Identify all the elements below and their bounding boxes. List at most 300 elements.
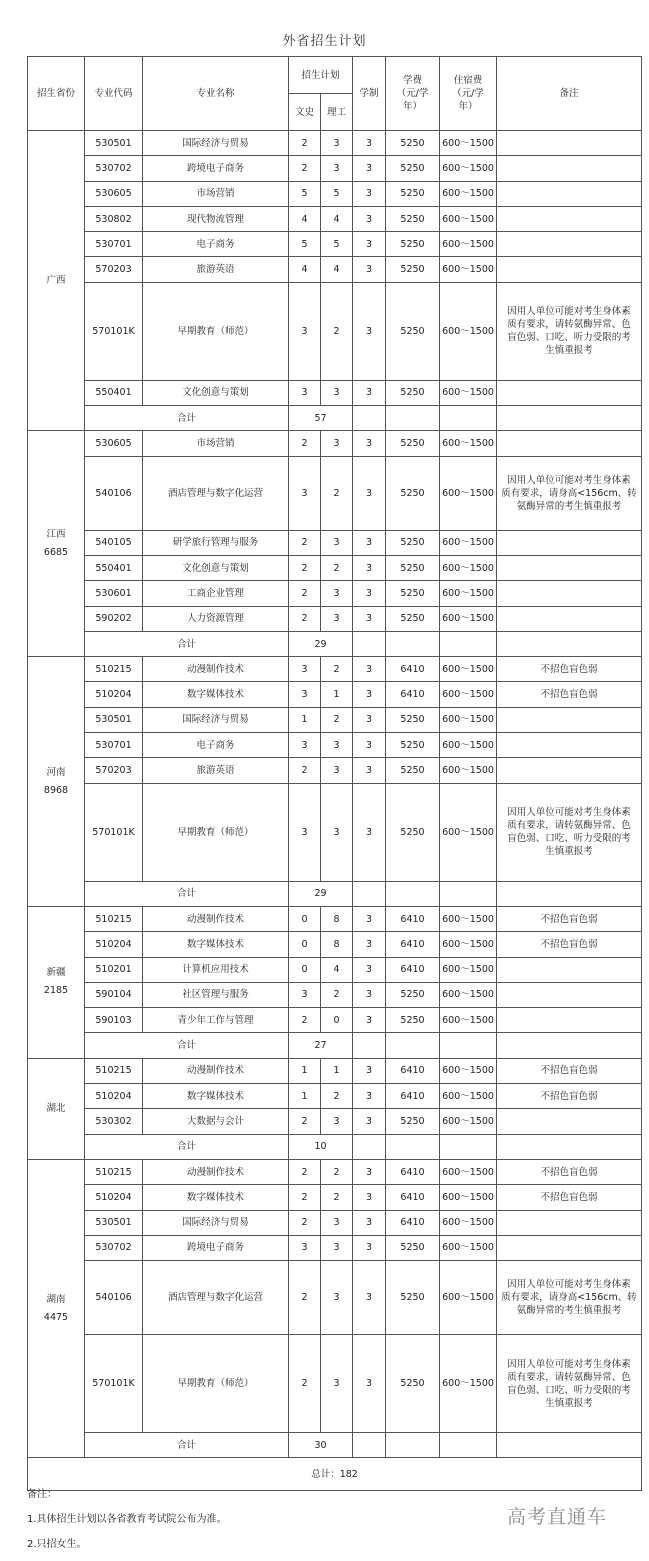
empty-cell <box>440 1134 497 1159</box>
remark-cell <box>497 530 642 555</box>
remark-cell <box>497 1261 642 1335</box>
tuition-cell: 5250 <box>386 131 440 156</box>
header-major-name: 专业名称 <box>143 57 289 131</box>
science-quota-cell: 3 <box>321 1210 353 1235</box>
tuition-cell: 5250 <box>386 783 440 881</box>
major-code-cell: 530802 <box>85 206 143 231</box>
boarding-fee-cell: 600～1500 <box>440 906 497 931</box>
major-code-cell: 510215 <box>85 906 143 931</box>
tuition-cell: 6410 <box>386 906 440 931</box>
subtotal-row <box>28 631 642 656</box>
major-code-cell: 530601 <box>85 581 143 606</box>
science-quota-cell: 3 <box>321 581 353 606</box>
duration-cell: 3 <box>353 380 386 405</box>
liberal-arts-quota-cell: 5 <box>289 232 321 257</box>
major-name-cell: 电子商务 <box>143 232 289 257</box>
liberal-arts-quota-cell: 3 <box>289 380 321 405</box>
boarding-fee-cell: 600～1500 <box>440 1335 497 1433</box>
science-quota-cell: 3 <box>321 380 353 405</box>
science-quota-cell: 3 <box>321 758 353 783</box>
tuition-cell: 5250 <box>386 431 440 456</box>
empty-cell <box>497 881 642 906</box>
liberal-arts-quota-cell: 0 <box>289 932 321 957</box>
liberal-arts-quota-cell: 1 <box>289 1058 321 1083</box>
liberal-arts-quota-cell: 0 <box>289 906 321 931</box>
table-row <box>28 1210 642 1235</box>
major-code-cell: 590103 <box>85 1008 143 1033</box>
remark-line: 不招色盲色弱 <box>540 663 598 675</box>
table-row <box>28 380 642 405</box>
liberal-arts-quota-cell: 2 <box>289 431 321 456</box>
empty-cell <box>440 631 497 656</box>
liberal-arts-quota-cell: 2 <box>289 606 321 631</box>
remark-cell <box>497 1335 642 1433</box>
empty-cell <box>386 1433 440 1458</box>
major-name-cell: 动漫制作技术 <box>143 906 289 931</box>
science-quota-cell: 2 <box>321 982 353 1007</box>
tuition-cell: 5250 <box>386 758 440 783</box>
major-name-cell: 酒店管理与数字化运营 <box>143 456 289 530</box>
subtotal-value: 57 <box>289 406 353 431</box>
major-code-cell: 510204 <box>85 1084 143 1109</box>
table-row <box>28 657 642 682</box>
liberal-arts-quota-cell: 2 <box>289 1335 321 1433</box>
liberal-arts-quota-cell: 2 <box>289 758 321 783</box>
tuition-cell: 6410 <box>386 957 440 982</box>
boarding-fee-cell: 600～1500 <box>440 1008 497 1033</box>
subtotal-label: 合计 <box>85 1033 289 1058</box>
remark-cell <box>497 758 642 783</box>
science-quota-cell: 2 <box>321 657 353 682</box>
table-row <box>28 555 642 580</box>
empty-cell <box>440 881 497 906</box>
table-row <box>28 682 642 707</box>
header-remarks: 备注 <box>497 57 642 131</box>
remark-cell <box>497 1109 642 1134</box>
major-name-cell: 旅游英语 <box>143 257 289 282</box>
major-name-cell: 文化创意与策划 <box>143 380 289 405</box>
empty-cell <box>353 631 386 656</box>
remark-cell <box>497 1235 642 1260</box>
header-tuition-line: 学费 <box>403 75 423 86</box>
remark-cell <box>497 657 642 682</box>
remark-cell <box>497 707 642 732</box>
major-code-cell: 530702 <box>85 1235 143 1260</box>
table-row <box>28 257 642 282</box>
major-name-cell: 酒店管理与数字化运营 <box>143 1261 289 1335</box>
remark-line: 因用人单位可能对考生身体素 <box>507 1279 631 1291</box>
boarding-fee-cell: 600～1500 <box>440 456 497 530</box>
subtotal-value: 29 <box>289 631 353 656</box>
header-province: 招生省份 <box>28 57 85 131</box>
tuition-cell: 5250 <box>386 156 440 181</box>
science-quota-cell: 3 <box>321 1109 353 1134</box>
duration-cell: 3 <box>353 906 386 931</box>
boarding-fee-cell: 600～1500 <box>440 581 497 606</box>
remark-line: 因用人单位可能对考生身体素 <box>507 474 631 486</box>
empty-cell <box>497 631 642 656</box>
table-row <box>28 456 642 530</box>
science-quota-cell: 3 <box>321 530 353 555</box>
major-code-cell: 510204 <box>85 682 143 707</box>
table-row <box>28 982 642 1007</box>
enrollment-plan-table <box>27 56 642 1491</box>
province-cell <box>28 431 85 657</box>
subtotal-row <box>28 1433 642 1458</box>
province-label: 4475 <box>43 1311 69 1323</box>
remark-cell <box>497 1159 642 1184</box>
major-code-cell: 530605 <box>85 431 143 456</box>
duration-cell: 3 <box>353 581 386 606</box>
footer-note-line: 1.具体招生计划以各省教育考试院公布为准。 <box>27 1514 227 1525</box>
empty-cell <box>353 1433 386 1458</box>
major-code-cell: 540106 <box>85 456 143 530</box>
science-quota-cell: 4 <box>321 206 353 231</box>
tuition-cell: 5250 <box>386 257 440 282</box>
table-body <box>28 131 642 1458</box>
subtotal-value: 27 <box>289 1033 353 1058</box>
liberal-arts-quota-cell: 3 <box>289 982 321 1007</box>
science-quota-cell: 8 <box>321 906 353 931</box>
duration-cell: 3 <box>353 131 386 156</box>
duration-cell: 3 <box>353 1084 386 1109</box>
remark-line: 不招色盲色弱 <box>540 1090 598 1102</box>
major-code-cell: 550401 <box>85 555 143 580</box>
major-name-cell: 市场营销 <box>143 181 289 206</box>
empty-cell <box>353 1134 386 1159</box>
liberal-arts-quota-cell: 2 <box>289 1185 321 1210</box>
table-row <box>28 581 642 606</box>
subtotal-value: 30 <box>289 1433 353 1458</box>
table-row <box>28 1335 642 1433</box>
duration-cell: 3 <box>353 758 386 783</box>
liberal-arts-quota-cell: 3 <box>289 1235 321 1260</box>
remark-cell <box>497 783 642 881</box>
table-row <box>28 906 642 931</box>
boarding-fee-cell: 600～1500 <box>440 1235 497 1260</box>
remark-cell <box>497 232 642 257</box>
major-name-cell: 研学旅行管理与服务 <box>143 530 289 555</box>
duration-cell: 3 <box>353 282 386 380</box>
subtotal-label: 合计 <box>85 881 289 906</box>
liberal-arts-quota-cell: 2 <box>289 1008 321 1033</box>
empty-cell <box>497 1433 642 1458</box>
duration-cell: 3 <box>353 1159 386 1184</box>
boarding-fee-cell: 600～1500 <box>440 1084 497 1109</box>
boarding-fee-cell: 600～1500 <box>440 431 497 456</box>
liberal-arts-quota-cell: 3 <box>289 733 321 758</box>
major-code-cell: 510215 <box>85 657 143 682</box>
liberal-arts-quota-cell: 2 <box>289 1109 321 1134</box>
tuition-cell: 6410 <box>386 1210 440 1235</box>
duration-cell: 3 <box>353 606 386 631</box>
major-code-cell: 530501 <box>85 131 143 156</box>
table-row <box>28 932 642 957</box>
science-quota-cell: 3 <box>321 733 353 758</box>
major-code-cell: 570101K <box>85 282 143 380</box>
boarding-fee-cell: 600～1500 <box>440 555 497 580</box>
liberal-arts-quota-cell: 3 <box>289 282 321 380</box>
science-quota-cell: 1 <box>321 1058 353 1083</box>
empty-cell <box>497 1134 642 1159</box>
remark-cell <box>497 1058 642 1083</box>
table-row <box>28 1084 642 1109</box>
liberal-arts-quota-cell: 3 <box>289 682 321 707</box>
duration-cell: 3 <box>353 232 386 257</box>
tuition-cell: 5250 <box>386 555 440 580</box>
major-code-cell: 570101K <box>85 783 143 881</box>
tuition-cell: 5250 <box>386 707 440 732</box>
duration-cell: 3 <box>353 932 386 957</box>
boarding-fee-cell: 600～1500 <box>440 783 497 881</box>
remark-cell <box>497 156 642 181</box>
boarding-fee-cell: 600～1500 <box>440 982 497 1007</box>
empty-cell <box>440 406 497 431</box>
liberal-arts-quota-cell: 2 <box>289 131 321 156</box>
tuition-cell: 5250 <box>386 456 440 530</box>
tuition-cell: 5250 <box>386 982 440 1007</box>
boarding-fee-cell: 600～1500 <box>440 733 497 758</box>
science-quota-cell: 3 <box>321 431 353 456</box>
science-quota-cell: 0 <box>321 1008 353 1033</box>
table-row <box>28 1058 642 1083</box>
duration-cell: 3 <box>353 555 386 580</box>
boarding-fee-cell: 600～1500 <box>440 957 497 982</box>
boarding-fee-cell: 600～1500 <box>440 257 497 282</box>
province-label: 6685 <box>43 546 69 558</box>
subtotal-value: 10 <box>289 1134 353 1159</box>
science-quota-cell: 2 <box>321 555 353 580</box>
liberal-arts-quota-cell: 4 <box>289 257 321 282</box>
duration-cell: 3 <box>353 206 386 231</box>
province-label: 湖南 <box>46 1293 66 1305</box>
table-row <box>28 1008 642 1033</box>
science-quota-cell: 2 <box>321 1159 353 1184</box>
remark-line: 质有要求，请转氨酶异常、色 <box>507 820 631 832</box>
liberal-arts-quota-cell: 0 <box>289 957 321 982</box>
major-name-cell: 数字媒体技术 <box>143 1185 289 1210</box>
remark-line: 因用人单位可能对考生身体素 <box>507 306 631 318</box>
major-name-cell: 国际经济与贸易 <box>143 1210 289 1235</box>
remark-cell <box>497 456 642 530</box>
major-name-cell: 动漫制作技术 <box>143 657 289 682</box>
major-name-cell: 动漫制作技术 <box>143 1159 289 1184</box>
remark-cell <box>497 1084 642 1109</box>
tuition-cell: 5250 <box>386 181 440 206</box>
science-quota-cell: 2 <box>321 1185 353 1210</box>
liberal-arts-quota-cell: 3 <box>289 456 321 530</box>
boarding-fee-cell: 600～1500 <box>440 1210 497 1235</box>
province-label: 2185 <box>43 985 69 997</box>
remark-line: 氨酶异常的考生慎重报考 <box>516 1305 622 1317</box>
boarding-fee-cell: 600～1500 <box>440 156 497 181</box>
remark-line: 因用人单位可能对考生身体素 <box>507 807 631 819</box>
remark-cell <box>497 932 642 957</box>
table-row <box>28 957 642 982</box>
major-code-cell: 590104 <box>85 982 143 1007</box>
duration-cell: 3 <box>353 682 386 707</box>
remark-line: 生慎重报考 <box>545 345 593 357</box>
remark-line: 生慎重报考 <box>545 846 593 858</box>
major-code-cell: 510201 <box>85 957 143 982</box>
table-row <box>28 232 642 257</box>
remark-cell <box>497 380 642 405</box>
table-row <box>28 1109 642 1134</box>
liberal-arts-quota-cell: 2 <box>289 1210 321 1235</box>
major-code-cell: 540106 <box>85 1261 143 1335</box>
boarding-fee-cell: 600～1500 <box>440 232 497 257</box>
duration-cell: 3 <box>353 456 386 530</box>
province-label: 湖北 <box>46 1102 66 1114</box>
major-name-cell: 电子商务 <box>143 733 289 758</box>
duration-cell: 3 <box>353 1008 386 1033</box>
header-tuition <box>386 57 440 131</box>
duration-cell: 3 <box>353 1261 386 1335</box>
empty-cell <box>386 881 440 906</box>
remark-line: 质有要求，请转氨酶异常、色 <box>507 1371 631 1383</box>
table-row <box>28 733 642 758</box>
grand-total: 总计：182 <box>28 1458 642 1491</box>
science-quota-cell: 3 <box>321 1261 353 1335</box>
major-name-cell: 市场营销 <box>143 431 289 456</box>
major-code-cell: 530701 <box>85 232 143 257</box>
remark-line: 不招色盲色弱 <box>540 913 598 925</box>
remark-cell <box>497 606 642 631</box>
subtotal-row <box>28 406 642 431</box>
remark-cell <box>497 1008 642 1033</box>
header-enrollment-plan: 招生计划 <box>289 57 353 94</box>
duration-cell: 3 <box>353 257 386 282</box>
duration-cell: 3 <box>353 181 386 206</box>
major-name-cell: 数字媒体技术 <box>143 932 289 957</box>
tuition-cell: 6410 <box>386 1185 440 1210</box>
major-name-cell: 跨境电子商务 <box>143 156 289 181</box>
empty-cell <box>440 1033 497 1058</box>
boarding-fee-cell: 600～1500 <box>440 206 497 231</box>
remark-cell <box>497 131 642 156</box>
major-name-cell: 工商企业管理 <box>143 581 289 606</box>
science-quota-cell: 1 <box>321 682 353 707</box>
major-code-cell: 570203 <box>85 758 143 783</box>
header-boarding-line: （元/学 <box>452 88 484 99</box>
remark-cell <box>497 733 642 758</box>
footer-notes <box>27 1486 227 1561</box>
remark-cell <box>497 282 642 380</box>
remark-line: 不招色盲色弱 <box>540 938 598 950</box>
province-cell <box>28 131 85 431</box>
province-label: 8968 <box>43 784 69 796</box>
major-name-cell: 文化创意与策划 <box>143 555 289 580</box>
subtotal-label: 合计 <box>85 1134 289 1159</box>
major-name-cell: 社区管理与服务 <box>143 982 289 1007</box>
table-row <box>28 156 642 181</box>
tuition-cell: 6410 <box>386 1058 440 1083</box>
remark-line: 氨酶异常的考生慎重报考 <box>516 500 622 512</box>
boarding-fee-cell: 600～1500 <box>440 1261 497 1335</box>
duration-cell: 3 <box>353 707 386 732</box>
empty-cell <box>353 881 386 906</box>
remark-line: 质有要求，请身高<156cm、转 <box>501 1292 637 1304</box>
boarding-fee-cell: 600～1500 <box>440 606 497 631</box>
major-code-cell: 530605 <box>85 181 143 206</box>
boarding-fee-cell: 600～1500 <box>440 657 497 682</box>
remark-line: 盲色弱、口吃、听力受限的考 <box>507 1384 631 1396</box>
empty-cell <box>353 406 386 431</box>
liberal-arts-quota-cell: 2 <box>289 530 321 555</box>
boarding-fee-cell: 600～1500 <box>440 707 497 732</box>
table-row <box>28 431 642 456</box>
table-row <box>28 1261 642 1335</box>
table-row <box>28 1159 642 1184</box>
major-name-cell: 国际经济与贸易 <box>143 707 289 732</box>
boarding-fee-cell: 600～1500 <box>440 682 497 707</box>
science-quota-cell: 3 <box>321 131 353 156</box>
liberal-arts-quota-cell: 1 <box>289 707 321 732</box>
science-quota-cell: 2 <box>321 282 353 380</box>
remark-line: 因用人单位可能对考生身体素 <box>507 1358 631 1370</box>
remark-cell <box>497 682 642 707</box>
header-duration: 学制 <box>353 57 386 131</box>
duration-cell: 3 <box>353 733 386 758</box>
subtotal-value: 29 <box>289 881 353 906</box>
remark-line: 不招色盲色弱 <box>540 689 598 701</box>
remark-cell <box>497 906 642 931</box>
science-quota-cell: 4 <box>321 257 353 282</box>
major-name-cell: 数字媒体技术 <box>143 682 289 707</box>
science-quota-cell: 3 <box>321 1235 353 1260</box>
science-quota-cell: 8 <box>321 932 353 957</box>
header-boarding-line: 年） <box>458 101 478 112</box>
boarding-fee-cell: 600～1500 <box>440 1159 497 1184</box>
boarding-fee-cell: 600～1500 <box>440 1109 497 1134</box>
science-quota-cell: 2 <box>321 707 353 732</box>
science-quota-cell: 3 <box>321 606 353 631</box>
remark-cell <box>497 431 642 456</box>
province-cell <box>28 906 85 1058</box>
duration-cell: 3 <box>353 530 386 555</box>
remark-cell <box>497 181 642 206</box>
major-name-cell: 大数据与会计 <box>143 1109 289 1134</box>
liberal-arts-quota-cell: 4 <box>289 206 321 231</box>
science-quota-cell: 5 <box>321 232 353 257</box>
duration-cell: 3 <box>353 783 386 881</box>
major-code-cell: 570203 <box>85 257 143 282</box>
major-code-cell: 530302 <box>85 1109 143 1134</box>
tuition-cell: 5250 <box>386 1335 440 1433</box>
table-row <box>28 206 642 231</box>
remark-cell <box>497 1210 642 1235</box>
remark-cell <box>497 206 642 231</box>
header-liberal-arts: 文史 <box>289 94 321 131</box>
boarding-fee-cell: 600～1500 <box>440 530 497 555</box>
province-label: 新疆 <box>46 967 66 979</box>
major-name-cell: 人力资源管理 <box>143 606 289 631</box>
major-code-cell: 570101K <box>85 1335 143 1433</box>
table-row <box>28 707 642 732</box>
boarding-fee-cell: 600～1500 <box>440 282 497 380</box>
boarding-fee-cell: 600～1500 <box>440 932 497 957</box>
tuition-cell: 5250 <box>386 606 440 631</box>
tuition-cell: 5250 <box>386 1261 440 1335</box>
subtotal-row <box>28 881 642 906</box>
subtotal-row <box>28 1134 642 1159</box>
major-code-cell: 510215 <box>85 1159 143 1184</box>
major-name-cell: 青少年工作与管理 <box>143 1008 289 1033</box>
empty-cell <box>440 1433 497 1458</box>
major-code-cell: 540105 <box>85 530 143 555</box>
empty-cell <box>353 1033 386 1058</box>
remark-cell <box>497 555 642 580</box>
